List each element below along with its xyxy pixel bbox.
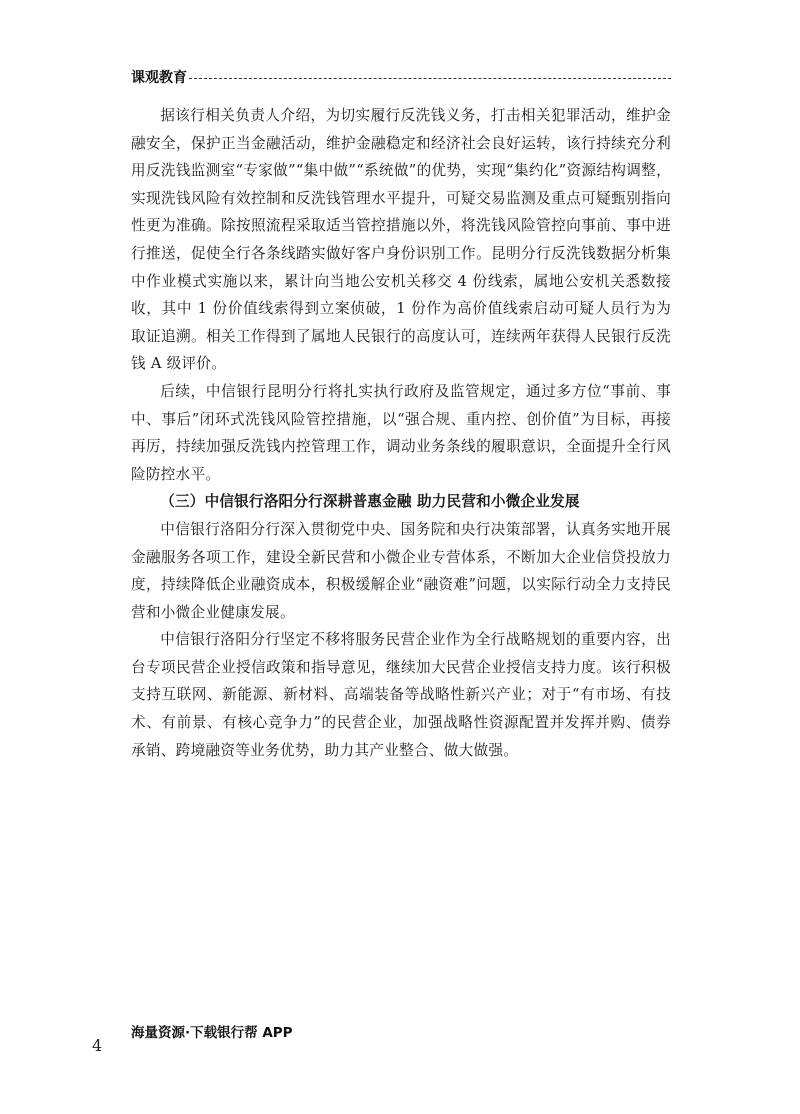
document-body xyxy=(131,102,671,764)
header-dashed-rule xyxy=(189,78,671,79)
page-header xyxy=(131,66,671,88)
paragraph-luoyang-strategy: 中信银行洛阳分行坚定不移将服务民营企业作为全行战略规划的重要内容，出台专项民营企业授信政策和指导意见，继续加大民营企业授信支持力度。该行积极支持互联网、新能源、新材料、高端装备等战略性新兴产业；对于“有市场、有技术、有前景、有核心竞争力”的民营企业，加强战略性资源配置并发挥并购、债券承销、跨境融资等业务优势，助力其产业整合、做大做强。 xyxy=(131,631,671,759)
page-number: 4 xyxy=(92,1036,103,1055)
paragraph-luoyang-intro: 中信银行洛阳分行深入贯彻党中央、国务院和央行决策部署，认真务实地开展金融服务各项工作，建设全新民营和小微企业专营体系，不断加大企业信贷投放力度，持续降低企业融资成本，积极缓解企业“融资难”问题，以实际行动全力支持民营和小微企业健康发展。 xyxy=(131,520,671,621)
paragraph-aml-followup: 后续，中信银行昆明分行将扎实执行政府及监管规定，通过多方位“事前、事中、事后”闭环式洗钱风险管控措施，以“强合规、重内控、创价值”为目标，再接再厉，持续加强反洗钱内控管理工作，调动业务条线的履职意识，全面提升全行风险防控水平。 xyxy=(131,382,671,483)
header-brand: 课观教育 xyxy=(131,70,187,86)
footer-note: 海量资源·下载银行帮 APP xyxy=(131,1025,293,1041)
section-heading-luoyang: （三）中信银行洛阳分行深耕普惠金融 助力民营和小微企业发展 xyxy=(160,493,580,511)
paragraph-aml-intro: 据该行相关负责人介绍，为切实履行反洗钱义务，打击相关犯罪活动，维护金融安全，保护正当金融活动，维护金融稳定和经济社会良好运转，该行持续充分利用反洗钱监测室“专家做”“集中做”“系统做”的优势，实现“集约化”资源结构调整，实现洗钱风险有效控制和反洗钱管理水平提升，可疑交易监测及重点可疑甄别指向性更为准确。除按照流程采取适当管控措施以外，将洗钱风险管控向事前、事中进行推送，促使全行各条线踏实做好客户身份识别工作。昆明分行反洗钱数据分析集中作业模式实施以来，累计向当地公安机关移交 4 份线索，属地公安机关悉数接收，其中 1 份价值线索得到立案侦破，1 份作为高价值线索启动可疑人员行为为取证追溯。相关工作得到了属地人民银行的高度认可，连续两年获得人民银行反洗钱 A 级评价。 xyxy=(131,107,671,373)
